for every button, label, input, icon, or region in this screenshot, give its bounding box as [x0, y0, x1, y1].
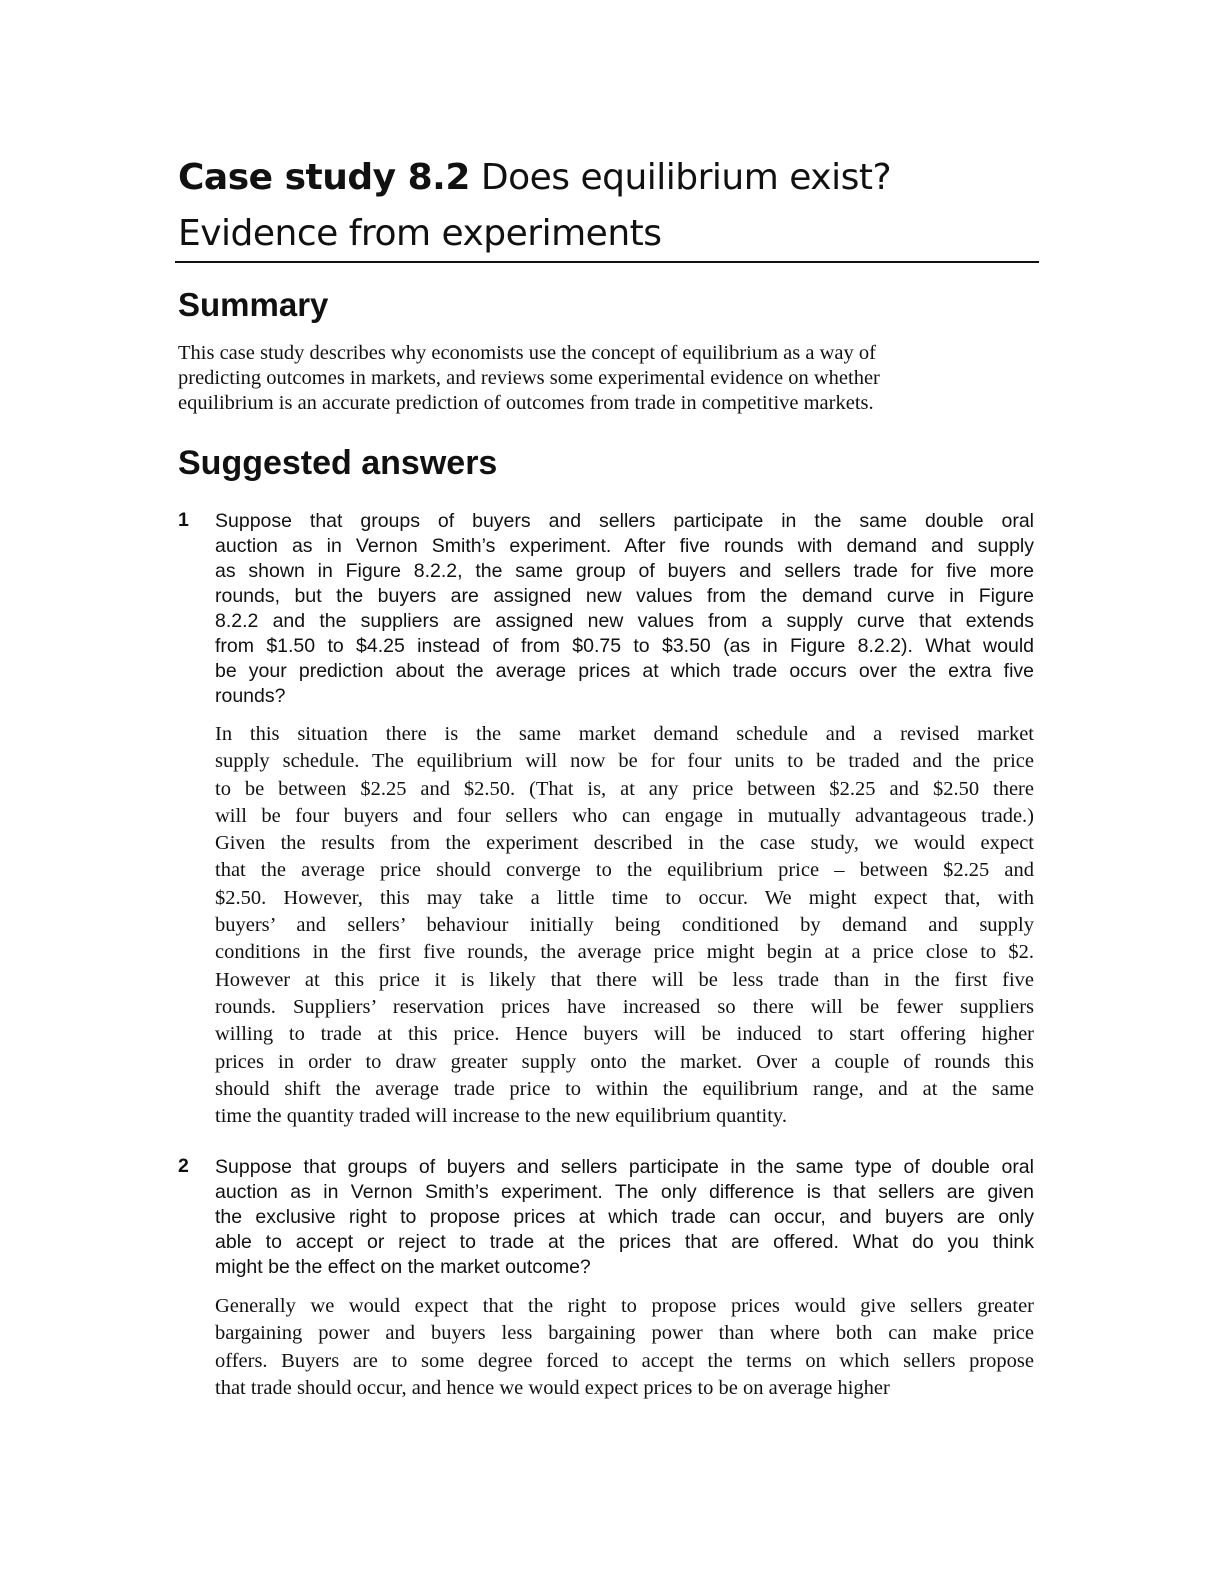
- question-number: 2: [178, 1155, 189, 1177]
- page-title: [178, 150, 1048, 262]
- text-line: equilibrium is an accurate prediction of outcomes from trade in competitive markets.: [178, 392, 874, 414]
- question-1: [215, 509, 1034, 709]
- text-line: as shown in Figure 8.2.2, the same group of buyers and sellers trade for five more: [215, 560, 1034, 582]
- text-line: from $1.50 to $4.25 instead of from $0.75 to $3.50 (as in Figure 8.2.2). What would: [215, 635, 1034, 657]
- text-line: Suppose that groups of buyers and sellers participate in the same type of double oral: [215, 1156, 1034, 1178]
- summary-paragraph: [178, 341, 998, 416]
- suggested-answers-heading: Suggested answers: [178, 444, 498, 482]
- text-line: $2.50. However, this may take a little time to occur. We might expect that, with: [215, 886, 1034, 909]
- text-line: offers. Buyers are to some degree forced to accept the terms on which sellers propose: [215, 1349, 1034, 1372]
- text-line: rounds, but the buyers are assigned new values from the demand curve in Figure: [215, 585, 1034, 607]
- text-line: auction as in Vernon Smith’s experiment. After five rounds with demand and supply: [215, 535, 1034, 557]
- text-line: supply schedule. The equilibrium will now be for four units to be traded and the price: [215, 750, 1034, 773]
- text-line: This case study describes why economists use the concept of equilibrium as a way of: [178, 342, 876, 364]
- text-line: the exclusive right to propose prices at which trade can occur, and buyers are only: [215, 1206, 1034, 1228]
- text-line: In this situation there is the same market demand schedule and a revised market: [215, 723, 1034, 745]
- answer-1: [215, 721, 1034, 1130]
- text-line: should shift the average trade price to within the equilibrium range, and at the same: [215, 1077, 1034, 1100]
- text-line: auction as in Vernon Smith’s experiment. The only difference is that sellers are given: [215, 1181, 1034, 1203]
- title-case-number: Case study 8.2: [178, 157, 470, 198]
- text-line: rounds?: [215, 685, 286, 707]
- text-line: able to accept or reject to trade at the prices that are offered. What do you think: [215, 1231, 1034, 1253]
- question-number: 1: [178, 509, 189, 531]
- text-line: prices in order to draw greater supply onto the market. Over a couple of rounds this: [215, 1050, 1034, 1073]
- question-2: [215, 1155, 1034, 1280]
- title-line-1: Does equilibrium exist?: [469, 157, 892, 198]
- text-line: willing to trade at this price. Hence buyers will be induced to start offering higher: [215, 1023, 1034, 1046]
- text-line: bargaining power and buyers less bargaining power than where both can make price: [215, 1322, 1034, 1345]
- text-line: Suppose that groups of buyers and sellers participate in the same double oral: [215, 510, 1034, 532]
- summary-heading: Summary: [178, 286, 329, 323]
- title-divider: [175, 261, 1039, 263]
- text-line: Generally we would expect that the right to propose prices would give sellers greater: [215, 1295, 1034, 1317]
- text-line: Given the results from the experiment described in the case study, we would expect: [215, 832, 1034, 855]
- text-line: be your prediction about the average prices at which trade occurs over the extra five: [215, 660, 1034, 682]
- text-line: conditions in the first five rounds, the average price might begin at a price close to $2.: [215, 941, 1034, 964]
- text-line: predicting outcomes in markets, and reviews some experimental evidence on whether: [178, 367, 880, 389]
- text-line: that trade should occur, and hence we would expect prices to be on average higher: [215, 1376, 890, 1399]
- text-line: buyers’ and sellers’ behaviour initially being conditioned by demand and supply: [215, 914, 1034, 937]
- text-line: that the average price should converge to the equilibrium price – between $2.25 and: [215, 859, 1034, 882]
- text-line: rounds. Suppliers’ reservation prices have increased so there will be fewer suppliers: [215, 995, 1034, 1018]
- text-line: might be the effect on the market outcome?: [215, 1256, 591, 1278]
- text-line: to be between $2.25 and $2.50. (That is, at any price between $2.25 and $2.50 there: [215, 777, 1034, 800]
- answer-2: [215, 1293, 1034, 1402]
- text-line: 8.2.2 and the suppliers are assigned new values from a supply curve that extends: [215, 610, 1034, 632]
- text-line: will be four buyers and four sellers who can engage in mutually advantageous trade.): [215, 804, 1034, 827]
- text-line: However at this price it is likely that there will be less trade than in the first five: [215, 968, 1034, 991]
- title-line-2: Evidence from experiments: [178, 213, 662, 254]
- text-line: time the quantity traded will increase to the new equilibrium quantity.: [215, 1105, 787, 1128]
